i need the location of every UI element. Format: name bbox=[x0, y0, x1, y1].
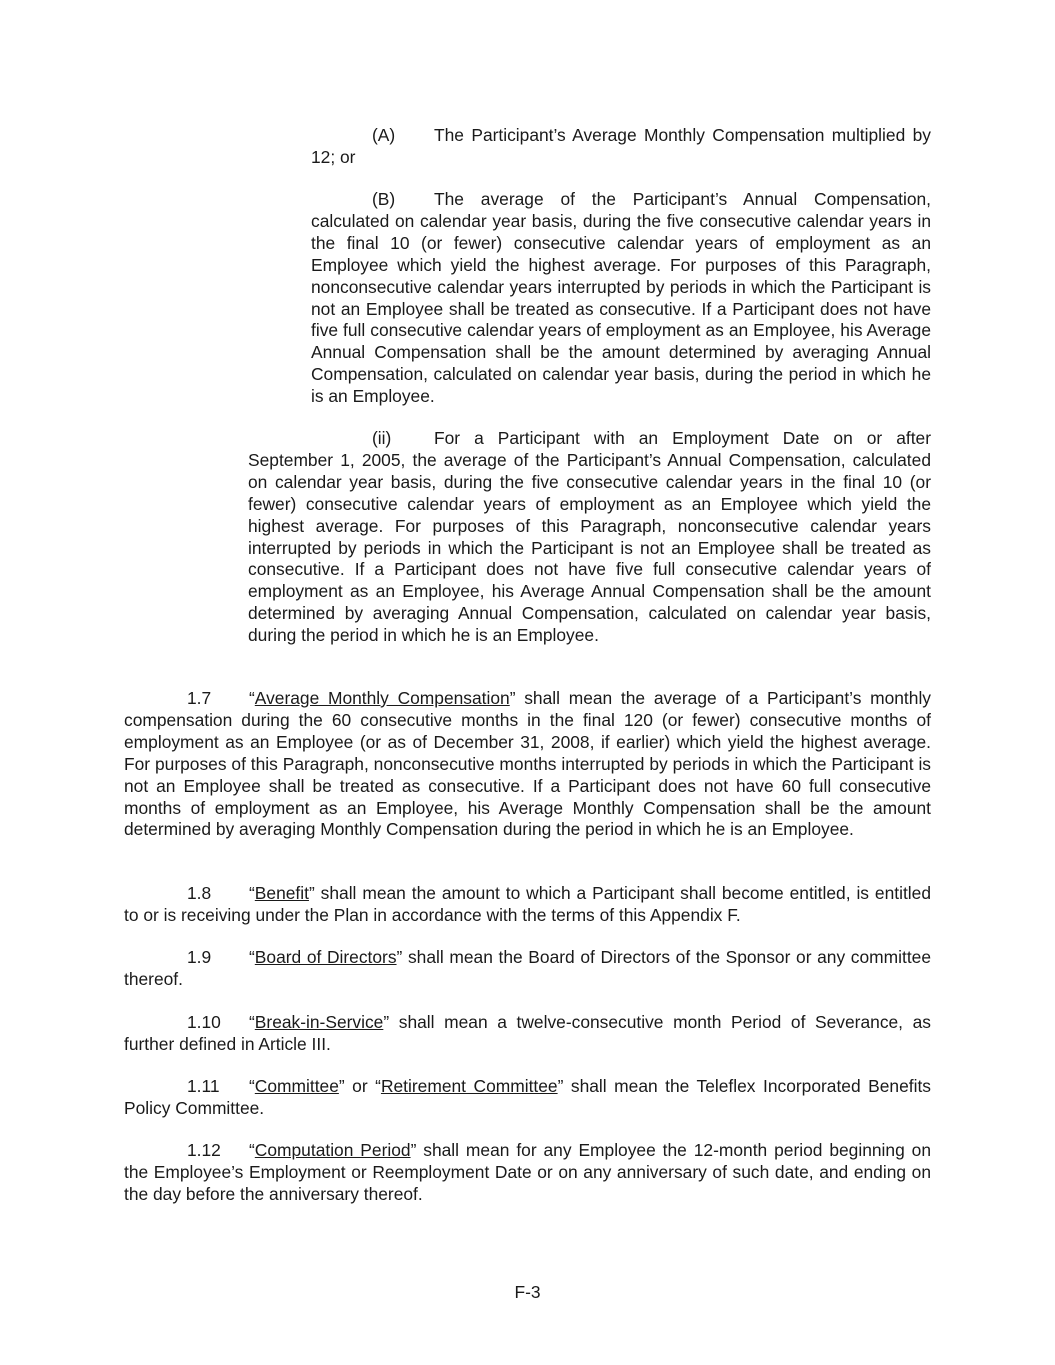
section-number: 1.10 bbox=[187, 1012, 221, 1032]
defined-term: Benefit bbox=[254, 883, 309, 903]
subparagraph-text: For a Participant with an Employment Date on or after September 1, 2005, the average of the Participant’s Annual Compensation, calculated on calendar year basis, during the five consecutive calendar years in the final 10 (or fewer) consecutive calendar years of employment as an Employee which yield the highest average. For purposes of this Paragraph, nonconsecutive calendar years interrupted by periods in which the Participant is not an Employee shall be treated as consecutive. If a Participant does not have five full consecutive calendar years of employment as an Employee, his Average Annual Compensation shall be the amount determined by averaging Annual Compensation, calculated on calendar year basis, during the period in which he is an Employee. bbox=[248, 428, 931, 646]
section-1-9: 1.9 “Board of Directors” shall mean the Board of Directors of the Sponsor or any committee thereof. bbox=[124, 947, 931, 989]
section-1-11: 1.11 “Committee” or “Retirement Committee” shall mean the Teleflex Incorporated Benefits Policy Committee. bbox=[124, 1076, 931, 1118]
defined-term: Computation Period bbox=[254, 1140, 411, 1160]
section-1-8: 1.8 “Benefit” shall mean the amount to which a Participant shall become entitled, is entitled to or is receiving under the Plan in accordance with the terms of this Appendix F. bbox=[124, 883, 931, 925]
defined-term: Board of Directors bbox=[254, 947, 397, 967]
section-1-12: 1.12 “Computation Period” shall mean for any Employee the 12-month period beginning on the Employee’s Employment or Reemployment Date or on any anniversary of such date, and ending on the day before the anniversary thereof. bbox=[124, 1140, 931, 1204]
defined-term: Committee bbox=[254, 1076, 339, 1096]
section-number: 1.9 bbox=[187, 947, 212, 967]
section-1-10: 1.10 “Break-in-Service” shall mean a twelve-consecutive month Period of Severance, as further defined in Article III. bbox=[124, 1012, 931, 1054]
subparagraph-ii bbox=[248, 428, 931, 647]
section-number: 1.11 bbox=[187, 1076, 220, 1096]
section-number: 1.7 bbox=[187, 688, 212, 708]
defined-term: Break-in-Service bbox=[254, 1012, 384, 1032]
section-text: shall mean for any Employee the 12-month period beginning on the Employee’s Employment or Reemployment Date or on any anniversary of such date, and ending on the day before the anniversary thereof. bbox=[124, 1140, 931, 1204]
subparagraph-text: The Participant’s Average Monthly Compensation multiplied by 12; or bbox=[311, 125, 931, 167]
subparagraph-b bbox=[311, 189, 931, 408]
section-text: shall mean the amount to which a Participant shall become entitled, is entitled to or is receiving under the Plan in accordance with the terms of this Appendix F. bbox=[124, 883, 931, 925]
section-number: 1.12 bbox=[187, 1140, 221, 1160]
section-number: 1.8 bbox=[187, 883, 212, 903]
defined-term: Average Monthly Compensation bbox=[254, 688, 510, 708]
section-text: shall mean the Board of Directors of the Sponsor or any committee thereof. bbox=[124, 947, 931, 989]
defined-term-alternate: Retirement Committee bbox=[380, 1076, 558, 1096]
subparagraph-label: (B) bbox=[372, 189, 396, 209]
subparagraph-label: (ii) bbox=[372, 428, 392, 448]
section-text: shall mean the Teleflex Incorporated Benefits Policy Committee. bbox=[124, 1076, 931, 1118]
subparagraph-text: The average of the Participant’s Annual Compensation, calculated on calendar year basis, during the five consecutive calendar years in the final 10 (or fewer) consecutive calendar years of employment as an Employee which yield the highest average. For purposes of this Paragraph, nonconsecutive calendar years interrupted by periods in which the Participant is not an Employee shall be treated as consecutive. If a Participant does not have five full consecutive calendar years of employment as an Employee, his Average Annual Compensation shall be the amount determined by averaging Annual Compensation, calculated on calendar year basis, during the period in which he is an Employee. bbox=[311, 189, 931, 407]
subparagraph-label: (A) bbox=[372, 125, 396, 145]
section-text: shall mean the average of a Participant’s monthly compensation during the 60 consecutive months in the final 120 (or fewer) consecutive months of employment as an Employee (or as of December 31, 2008, if earlier) which yield the highest average. For purposes of this Paragraph, nonconsecutive months interrupted by periods in which the Participant is not an Employee shall be treated as consecutive. If a Participant does not have 60 full consecutive months of employment as an Employee, his Average Monthly Compensation shall be the amount determined by averaging Monthly Compensation during the period in which he is an Employee. bbox=[124, 688, 931, 840]
subparagraph-a bbox=[311, 125, 931, 169]
term-connector: or bbox=[344, 1076, 376, 1096]
section-1-7: 1.7 “Average Monthly Compensation” shall mean the average of a Participant’s monthly compensation during the 60 consecutive months in the final 120 (or fewer) consecutive months of employment as an Employee (or as of December 31, 2008, if earlier) which yield the highest average. For purposes of this Paragraph, nonconsecutive months interrupted by periods in which the Participant is not an Employee shall be treated as consecutive. If a Participant does not have 60 full consecutive months of employment as an Employee, his Average Monthly Compensation shall be the amount determined by averaging Monthly Compensation during the period in which he is an Employee. bbox=[124, 688, 931, 840]
section-text: shall mean a twelve-consecutive month Period of Severance, as further defined in Article III. bbox=[124, 1012, 931, 1054]
page-number: F-3 bbox=[514, 1282, 541, 1302]
